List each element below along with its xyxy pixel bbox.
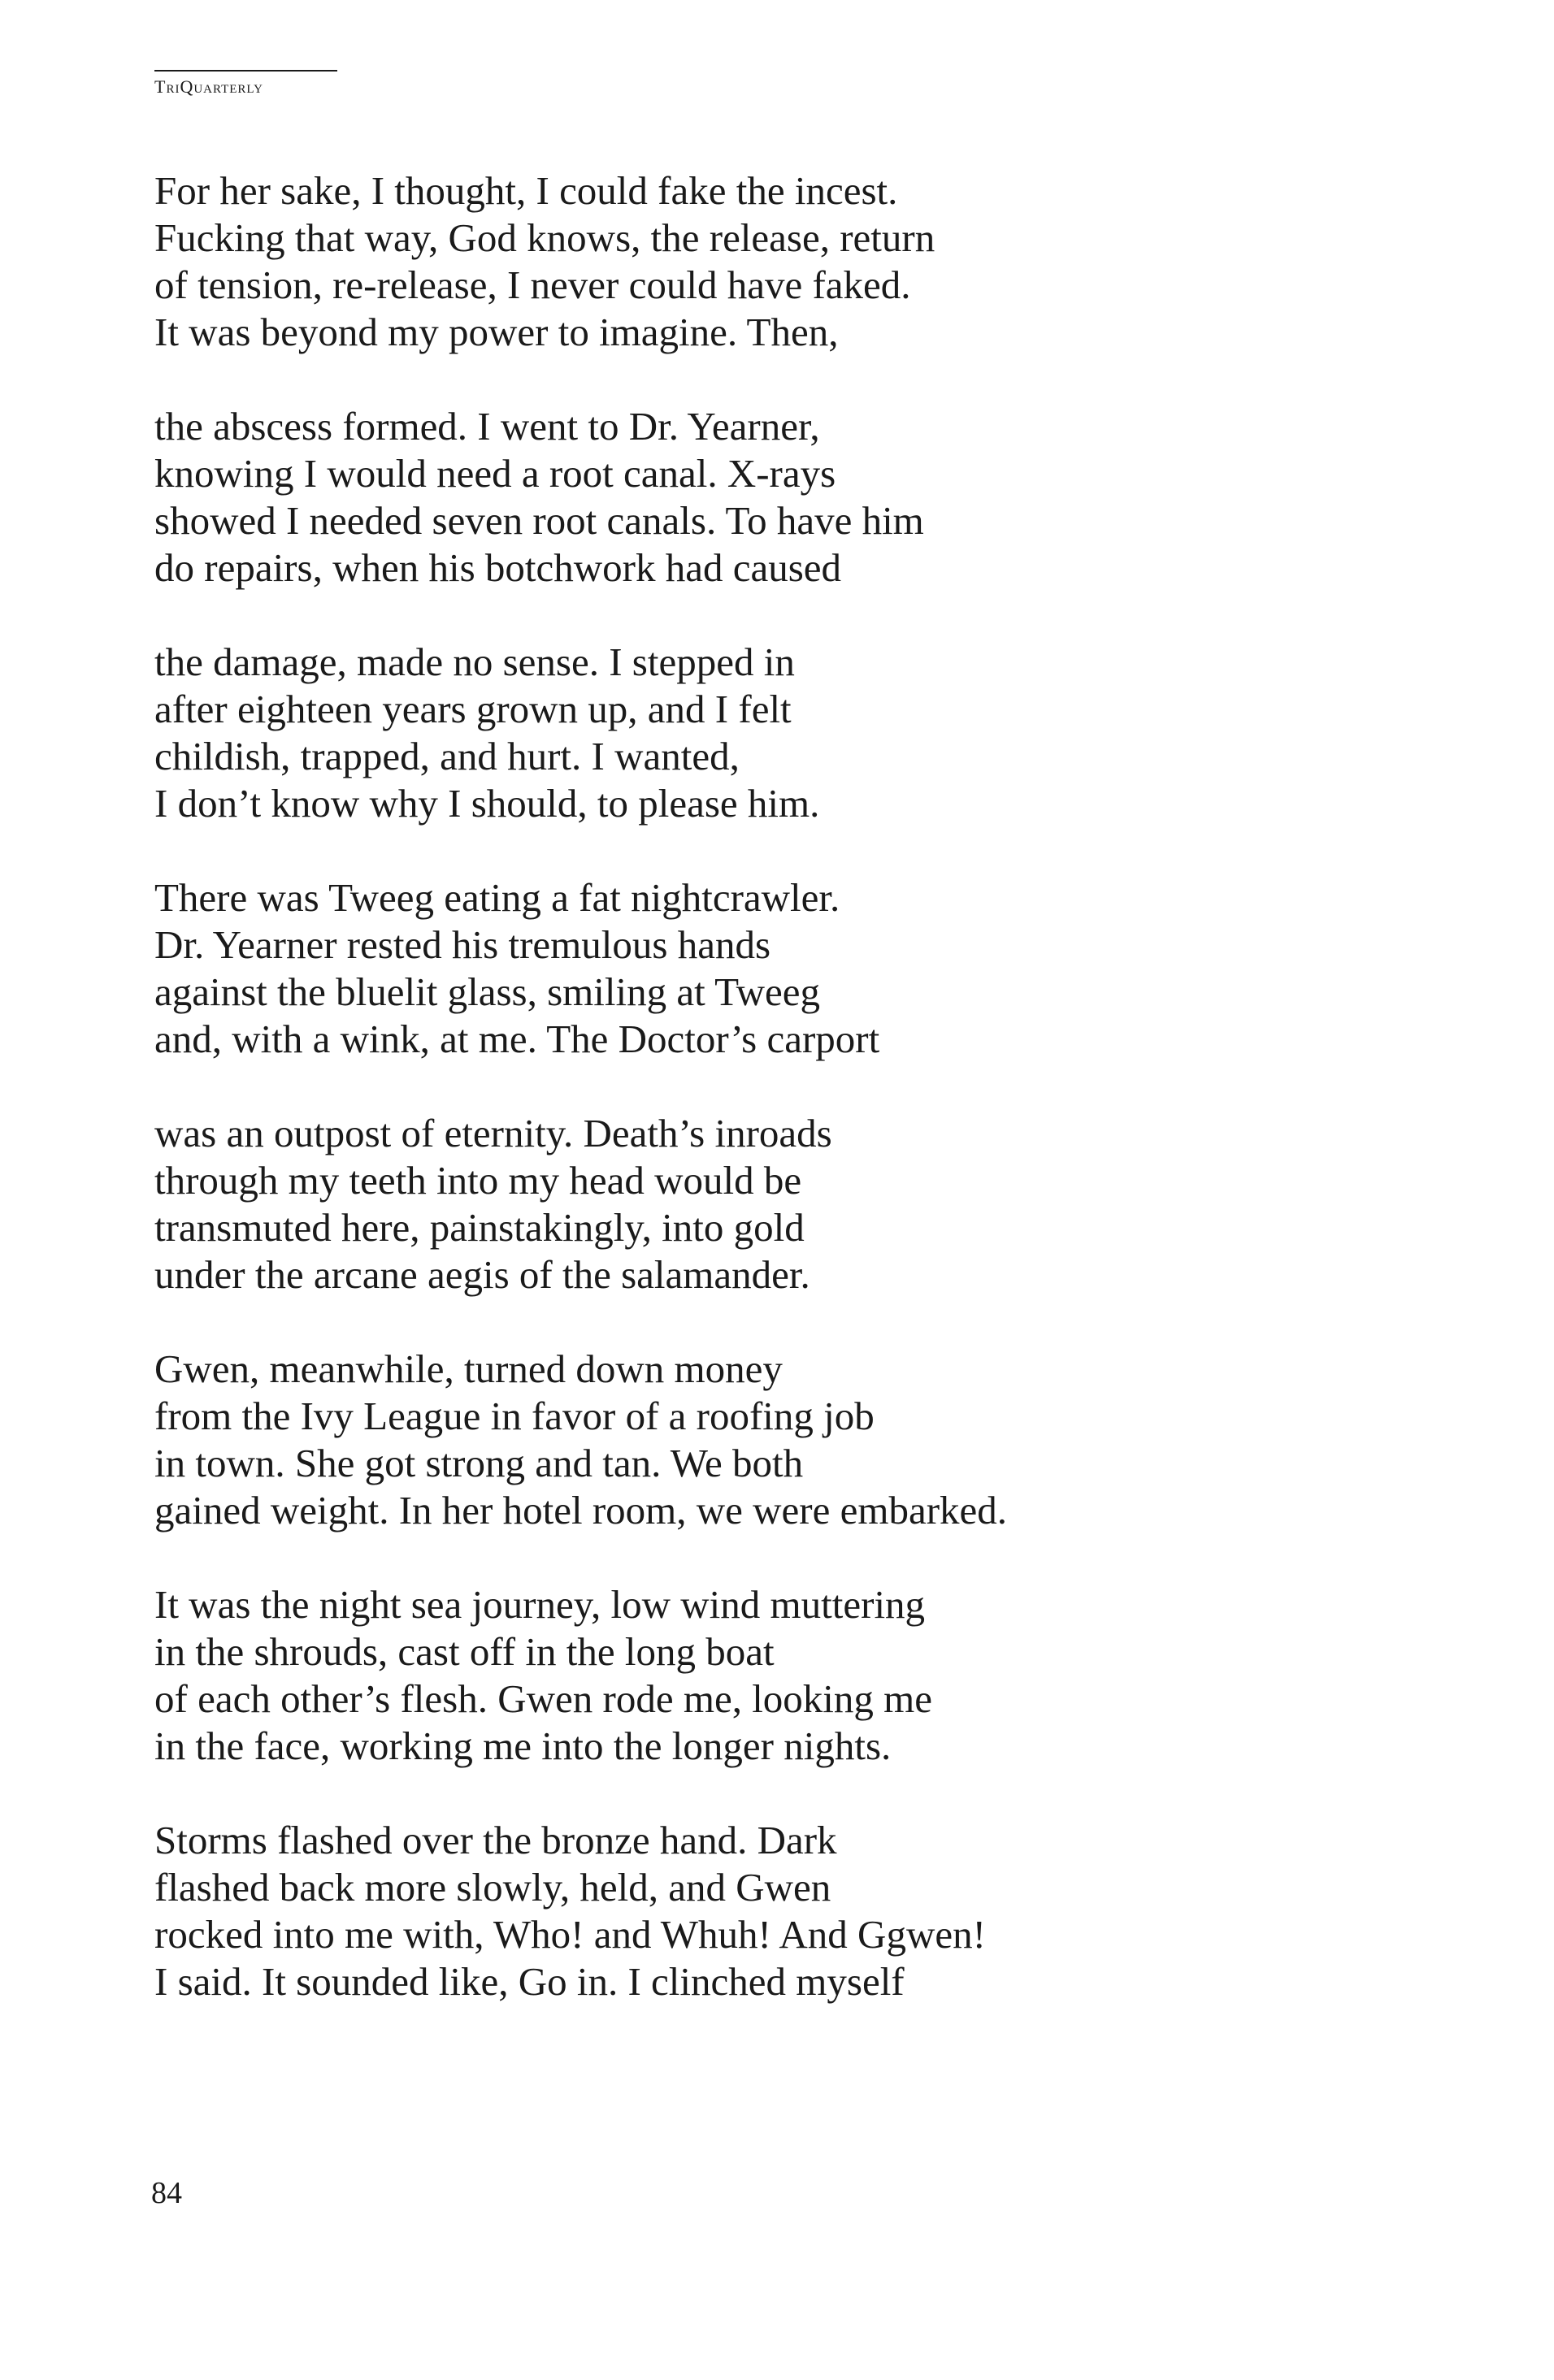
stanza-6 (154, 1346, 1422, 1534)
poem-line: knowing I would need a root canal. X-rays (154, 451, 836, 496)
poem-line: I don’t know why I should, to please him. (154, 781, 820, 826)
poem-line: against the bluelit glass, smiling at Tweeg (154, 969, 821, 1014)
poem-line: I said. It sounded like, Go in. I clinched myself (154, 1959, 905, 2004)
stanza-break (154, 592, 1422, 639)
poem-line: in the shrouds, cast off in the long boat (154, 1629, 775, 1674)
poem-line: flashed back more slowly, held, and Gwen (154, 1865, 831, 1910)
poem-line: childish, trapped, and hurt. I wanted, (154, 734, 740, 778)
poem-line: rocked into me with, Who! and Whuh! And Ggwen! (154, 1912, 986, 1957)
running-title: TriQuarterly (154, 70, 337, 96)
poem-body (154, 167, 1422, 2005)
poem-line: after eighteen years grown up, and I felt (154, 687, 792, 731)
poem-line: Gwen, meanwhile, turned down money (154, 1346, 783, 1391)
poem-line: in town. She got strong and tan. We both (154, 1441, 804, 1485)
poem-line: It was the night sea journey, low wind muttering (154, 1582, 926, 1627)
stanza-7 (154, 1581, 1422, 1770)
poem-line: in the face, working me into the longer nights. (154, 1723, 892, 1768)
poem-line: from the Ivy League in favor of a roofing job (154, 1394, 875, 1438)
stanza-8 (154, 1817, 1422, 2005)
stanza-4 (154, 874, 1422, 1063)
poem-line: and, with a wink, at me. The Doctor’s carport (154, 1017, 880, 1061)
poem-line: do repairs, when his botchwork had caused (154, 545, 842, 590)
stanza-break (154, 1770, 1422, 1817)
poem-line: of each other’s flesh. Gwen rode me, looking me (154, 1676, 933, 1721)
poem-line: It was beyond my power to imagine. Then, (154, 310, 839, 354)
poem-line: the damage, made no sense. I stepped in (154, 639, 795, 684)
stanza-break (154, 1063, 1422, 1110)
stanza-3 (154, 639, 1422, 827)
stanza-break (154, 356, 1422, 403)
poem-line: Dr. Yearner rested his tremulous hands (154, 922, 771, 967)
stanza-break (154, 1534, 1422, 1581)
poem-line: under the arcane aegis of the salamander. (154, 1252, 810, 1297)
poem-line: Storms flashed over the bronze hand. Dark (154, 1818, 837, 1862)
poem-line: transmuted here, painstakingly, into gold (154, 1205, 805, 1250)
stanza-5 (154, 1110, 1422, 1298)
stanza-1 (154, 167, 1422, 356)
poem-line: There was Tweeg eating a fat nightcrawler. (154, 875, 840, 920)
poem-line: through my teeth into my head would be (154, 1158, 802, 1203)
poem-line: Fucking that way, God knows, the release, return (154, 215, 935, 260)
page-number: 84 (151, 2176, 182, 2210)
poem-line: showed I needed seven root canals. To have him (154, 498, 924, 543)
stanza-break (154, 827, 1422, 874)
poem-line: gained weight. In her hotel room, we were embarked. (154, 1488, 1008, 1532)
stanza-break (154, 1298, 1422, 1346)
poem-line: of tension, re-release, I never could have faked. (154, 262, 911, 307)
stanza-2 (154, 403, 1422, 592)
poem-line: the abscess formed. I went to Dr. Yearner, (154, 404, 820, 449)
poem-line: For her sake, I thought, I could fake the incest. (154, 168, 898, 213)
poem-line: was an outpost of eternity. Death’s inroads (154, 1111, 832, 1155)
